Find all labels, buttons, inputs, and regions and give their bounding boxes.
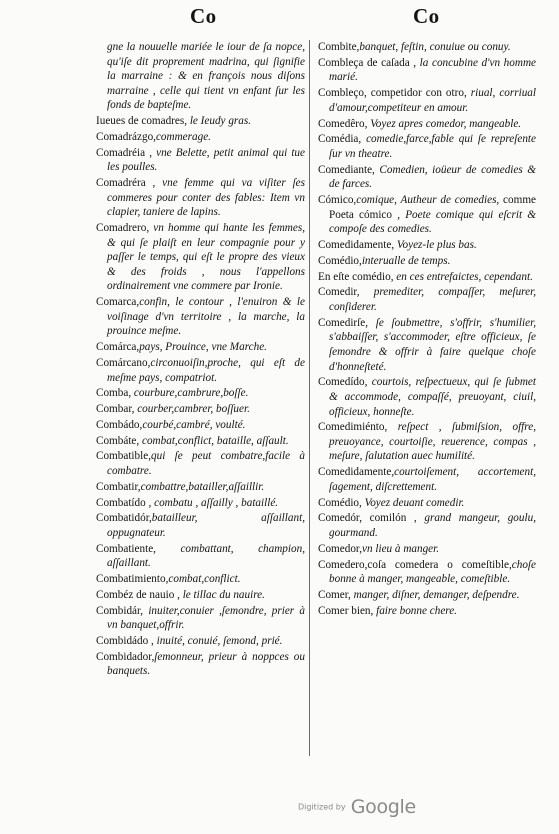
entry-headword: Comer bien, xyxy=(318,604,374,617)
dictionary-entry xyxy=(318,270,536,285)
entry-headword: Comedór, comilón , xyxy=(318,512,417,525)
dictionary-entry xyxy=(96,40,305,113)
entry-headword: Comárcano, xyxy=(96,356,151,369)
entry-headword: Combatído , xyxy=(96,496,152,509)
entry-translation: Voyez deuant comedir. xyxy=(361,496,465,509)
entry-translation: le tillac du nauire. xyxy=(179,588,265,601)
entry-translation: courbé,cambré, voulté. xyxy=(142,418,246,431)
entry-headword: Combidádo , xyxy=(96,635,154,648)
entry-translation: courber,cambrer, boſſuer. xyxy=(134,403,250,416)
digitized-watermark xyxy=(298,796,416,818)
dictionary-entry xyxy=(318,86,536,115)
dictionary-entry xyxy=(96,588,305,603)
entry-translation: confin, le contour , l'enuiron & le voiſinage d'vn territoire , la marche, la prouince meſme. xyxy=(107,296,305,338)
dictionary-entry xyxy=(96,386,305,401)
entry-headword: Combidador, xyxy=(96,650,155,663)
entry-translation: Voyez apres comedor, mangeable. xyxy=(367,117,522,130)
entry-translation: comedie,farce,fable qui ſe repreſente ſur vn theatre. xyxy=(329,133,536,160)
entry-headword: Combatible, xyxy=(96,450,151,463)
dictionary-entry xyxy=(318,254,536,269)
entry-translation: combattant, champion, aſſaillant. xyxy=(107,542,305,570)
left-column xyxy=(96,40,305,680)
entry-translation: combat,conflict, bataille, aſſault. xyxy=(139,434,289,447)
dictionary-entry xyxy=(318,604,536,619)
running-head-right: Co xyxy=(413,4,440,28)
google-logo: Google xyxy=(350,796,416,818)
entry-translation: combat,conflict. xyxy=(168,573,241,586)
entry-headword: Combatir, xyxy=(96,480,141,493)
entry-headword: Combleço, competidor con otro, xyxy=(318,87,467,100)
entry-translation: choſe bonne à manger, mangeable, comeſtible. xyxy=(329,558,536,586)
entry-translation: pays, Prouince, vne Marche. xyxy=(139,341,267,354)
dictionary-entry xyxy=(318,496,536,511)
dictionary-entry xyxy=(318,588,536,603)
dictionary-entry xyxy=(318,163,536,192)
dictionary-entry xyxy=(96,221,305,294)
entry-headword: Combatiente, xyxy=(96,542,156,555)
dictionary-entry xyxy=(96,176,305,220)
entry-headword: Combar, xyxy=(96,403,135,416)
dictionary-entry xyxy=(318,117,536,132)
entry-headword: Combleça de caſada , xyxy=(318,56,417,69)
entry-headword: Combáte, xyxy=(96,434,140,447)
entry-headword: Cómico, xyxy=(318,194,357,207)
entry-translation: Comedien, ioüeur de comedies & de farces. xyxy=(329,163,536,191)
entry-headword: En eſte comédio, xyxy=(318,270,394,283)
entry-translation: banquet, feſtin, conuiue ou conuy. xyxy=(359,41,511,53)
entry-translation: batailleur, aſſaillant, oppugnateur. xyxy=(107,512,305,539)
dictionary-entry xyxy=(318,558,536,587)
entry-headword: Comedidamente, xyxy=(318,239,395,252)
dictionary-entry xyxy=(318,285,536,314)
dictionary-entry xyxy=(96,295,305,339)
entry-translation: manger, diſner, demanger, deſpendre. xyxy=(350,588,520,601)
dictionary-entry xyxy=(318,132,536,161)
entry-translation: inuiter,conuier ,ſemondre, prier à vn banquet,offrir. xyxy=(107,604,305,632)
dictionary-entry xyxy=(96,356,305,385)
dictionary-entry xyxy=(96,402,305,417)
entry-headword: Comadrero, xyxy=(96,222,150,235)
entry-translation: vne femme qui va viſiter ſes commeres pour conter des fables: Item vn clapier, taniere de lapins. xyxy=(107,177,305,219)
entry-translation: en ces entrefaictes, cependant. xyxy=(393,270,533,283)
entry-headword: Comedor, xyxy=(318,542,362,555)
dictionary-entry xyxy=(96,340,305,355)
entry-headword: Iueues de comadres, xyxy=(96,115,188,128)
entry-headword: Comedído, xyxy=(318,376,368,389)
dictionary-entry xyxy=(318,375,536,419)
entry-translation: la concubine d'vn homme marié. xyxy=(329,56,536,84)
entry-headword: Comer, xyxy=(318,588,351,601)
entry-translation: interualle de temps. xyxy=(361,254,451,267)
entry-headword: comme Poeta cómico , xyxy=(329,194,536,221)
entry-translation: courtois, reſpectueux, qui ſe ſubmet & accommode, compaſſé, preuoyant, ciuil, officieux, honneſte. xyxy=(329,376,536,418)
entry-translation: vn homme qui hante les femmes, & qui ſe plaiſt en leur compagnie pour y paſſer le temps, qui eſt le propre des vieux & des froids , nous l'appellons ordinairement vne commere par Ironie. xyxy=(107,222,305,293)
dictionary-entry xyxy=(318,238,536,253)
dictionary-entry xyxy=(96,634,305,649)
dictionary-entry xyxy=(318,316,536,374)
entry-translation: circonuoiſin,proche, qui eſt de meſme pays, compatriot. xyxy=(107,356,305,384)
entry-translation: ſemonneur, prieur à noppces ou banquets. xyxy=(107,650,305,678)
dictionary-entry xyxy=(96,572,305,587)
entry-translation: inuité, conuié, ſemond, prié. xyxy=(153,635,283,648)
dictionary-entry xyxy=(318,420,536,464)
entry-translation: gne la nouuelle mariée le iour de ſa nopce, qu'iſe dit proprement madrina, qui ſignifie la marraine : & en françois nous diſons marraine , celle qui tient vn enfant ſur les fonds de bapteſme. xyxy=(107,41,305,112)
entry-headword: Comedir, xyxy=(318,286,360,299)
entry-headword: Comárca, xyxy=(96,341,140,354)
dictionary-entry xyxy=(318,465,536,494)
right-column xyxy=(318,40,536,620)
entry-translation: Poete comique qui eſcrit & compoſe des comedies. xyxy=(329,208,536,236)
dictionary-entry xyxy=(318,40,536,55)
dictionary-entry xyxy=(96,650,305,679)
entry-translation: premediter, compaſſer, meſurer, conſiderer. xyxy=(329,286,536,313)
dictionary-entry xyxy=(96,418,305,433)
entry-translation: grand mangeur, goulu, gourmand. xyxy=(329,512,536,539)
dictionary-entry xyxy=(96,146,305,175)
entry-headword: Comadrázgo, xyxy=(96,130,156,143)
entry-headword: Comedimiénto, xyxy=(318,421,388,434)
dictionary-entry xyxy=(96,480,305,495)
entry-headword: Combatimiento, xyxy=(96,573,169,586)
entry-headword: Combatidór, xyxy=(96,512,152,525)
entry-translation: le Ieudy gras. xyxy=(187,115,252,128)
entry-translation: qui ſe peut combatre,facile à combatre. xyxy=(107,450,305,478)
digitized-label: Digitized by xyxy=(298,802,346,812)
entry-translation: courbure,cambrure,boſſe. xyxy=(131,387,249,400)
dictionary-entry xyxy=(318,542,536,557)
dictionary-entry xyxy=(96,114,305,129)
entry-headword: Comarca, xyxy=(96,296,140,309)
entry-headword: Comadréra , xyxy=(96,177,156,190)
entry-translation: courtoiſement, accortement, ſagement, diſcrettement. xyxy=(329,466,536,493)
entry-translation: combatu , aſſailly , bataillé. xyxy=(151,496,279,509)
dictionary-entry xyxy=(96,511,305,540)
entry-headword: Comadréia , xyxy=(96,146,152,159)
entry-headword: Comedidamente, xyxy=(318,466,395,479)
dictionary-entry xyxy=(96,496,305,511)
entry-translation: ſe ſoubmettre, s'offrir, s'humilier, s'abbaiſſer, s'accommoder, eſtre officieux, ſe ſemondre & offrir à faire quelque choſe d'honneſteté. xyxy=(329,316,536,373)
entry-translation: combattre,batailler,aſſaillir. xyxy=(140,480,265,493)
entry-headword: Comédio, xyxy=(318,496,362,509)
entry-translation: vn lieu à manger. xyxy=(362,542,440,555)
entry-translation: vne Belette, petit animal qui tue les poulles. xyxy=(107,146,305,174)
entry-headword: Comba, xyxy=(96,387,132,400)
entry-headword: Combite, xyxy=(318,41,360,53)
entry-headword: Comediante, xyxy=(318,163,375,176)
entry-headword: Comédia, xyxy=(318,133,362,146)
dictionary-entry xyxy=(318,193,536,237)
dictionary-entry xyxy=(96,434,305,449)
dictionary-entry xyxy=(96,449,305,478)
dictionary-entry xyxy=(318,56,536,85)
dictionary-entry xyxy=(96,130,305,145)
entry-translation: comique, Autheur de comedies, xyxy=(356,194,500,207)
running-head-left: Co xyxy=(190,4,217,28)
entry-headword: Combádo, xyxy=(96,418,143,431)
entry-headword: Combéz de nauio , xyxy=(96,588,180,601)
entry-headword: Comédio, xyxy=(318,254,362,267)
dictionary-entry xyxy=(96,604,305,633)
entry-headword: Combidár, xyxy=(96,604,144,617)
entry-headword: Comedero,coſa comedera o comeſtible, xyxy=(318,558,512,571)
entry-headword: Comedêro, xyxy=(318,117,368,130)
entry-translation: Voyez-le plus bas. xyxy=(394,239,477,252)
column-rule xyxy=(309,40,310,756)
dictionary-entry xyxy=(318,511,536,540)
entry-translation: faire bonne chere. xyxy=(373,604,457,617)
entry-translation: riual, corriual d'amour,competiteur en amour. xyxy=(329,87,537,114)
entry-translation: reſpect , ſubmiſsion, offre, preuoyance, courtoiſie, reuerence, compas , meſure, ſalutation auec humilité. xyxy=(329,421,536,463)
dictionary-entry xyxy=(96,542,305,571)
entry-translation: commerage. xyxy=(155,130,211,143)
entry-headword: Comedirſe, xyxy=(318,316,369,329)
